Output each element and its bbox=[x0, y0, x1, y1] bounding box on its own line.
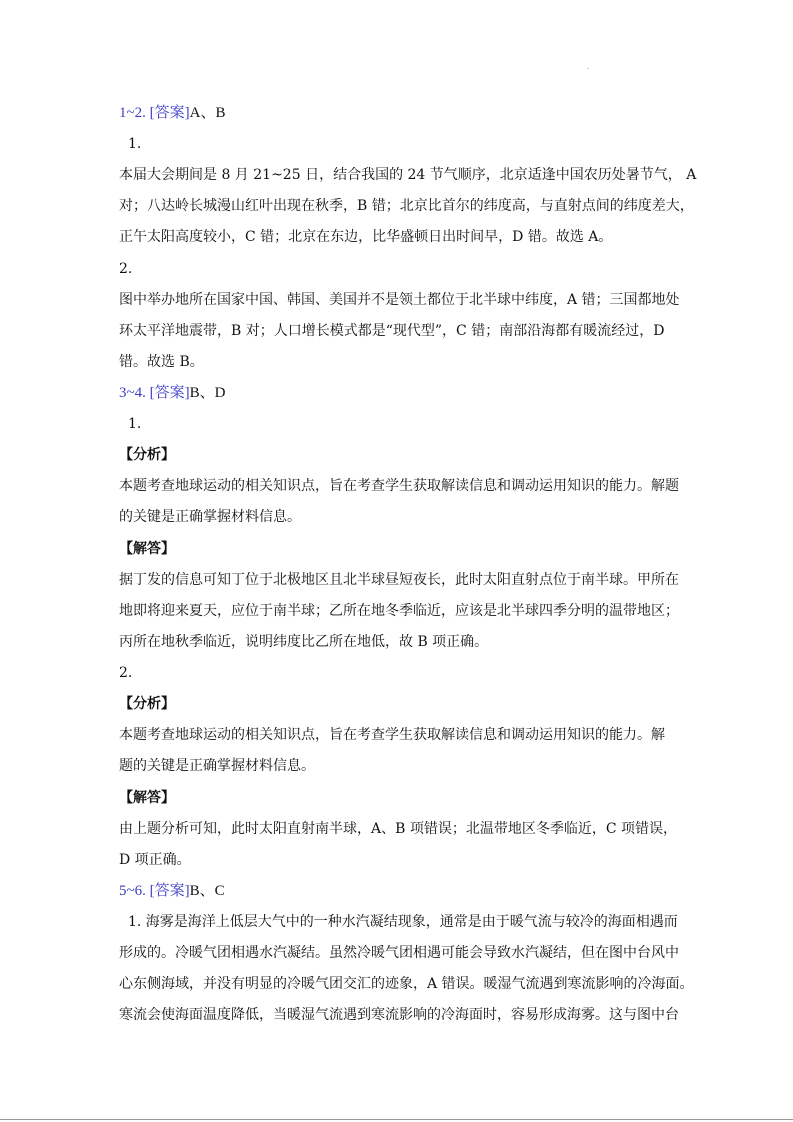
section-heading-analysis: 【分析】 bbox=[119, 447, 175, 463]
text-line: 对；八达岭长城漫山红叶出现在秋季，B 错；北京比首尔的纬度高，与直射点间的纬度差大， bbox=[119, 198, 694, 214]
page-mark: . bbox=[587, 64, 589, 71]
text-line: 题的关键是正确掌握材料信息。 bbox=[119, 758, 315, 774]
text-line: 的关键是正确掌握材料信息。 bbox=[119, 509, 301, 525]
section-heading-solution: 【解答】 bbox=[119, 790, 175, 806]
text-line: 正午太阳高度较小，C 错；北京在东边，比华盛顿日出时间早，D 错。故选 A。 bbox=[119, 229, 613, 245]
sub-question-number: 2. bbox=[119, 665, 133, 681]
text-line: 1. 海雾是海洋上低层大气中的一种水汽凝结现象，通常是由于暖气流与较冷的海面相遇而 bbox=[128, 914, 678, 930]
section-heading-solution: 【解答】 bbox=[119, 541, 175, 557]
text-line: 错。故选 B。 bbox=[119, 354, 204, 370]
text-line: 由上题分析可知，此时太阳直射南半球，A、B 项错误；北温带地区冬季临近，C 项错误， bbox=[119, 821, 678, 837]
text-line: 本届大会期间是 8 月 21~25 日，结合我国的 24 节气顺序，北京适逢中国农历处暑节气， A bbox=[119, 167, 697, 183]
text-line: D 项正确。 bbox=[119, 852, 191, 868]
sub-question-number: 2. bbox=[119, 261, 133, 277]
section-heading-analysis: 【分析】 bbox=[119, 696, 175, 712]
text-line: 寒流会使海面温度降低，当暖湿气流遇到寒流影响的冷海面时，容易形成海雾。这与图中台 bbox=[119, 1007, 679, 1023]
answer-header-5-6: 5~6. [答案]B、C bbox=[119, 883, 225, 899]
text-line: 地即将迎来夏天，应位于南半球；乙所在地冬季临近，应该是北半球四季分明的温带地区； bbox=[119, 603, 679, 619]
text-line: 丙所在地秋季临近，说明纬度比乙所在地低，故 B 项正确。 bbox=[119, 634, 489, 650]
text-line: 心东侧海域，并没有明显的冷暖气团交汇的迹象，A 错误。暖湿气流遇到寒流影响的冷海面。 bbox=[119, 976, 694, 992]
text-line: 形成的。冷暖气团相遇水汽凝结。虽然冷暖气团相遇可能会导致水汽凝结，但在图中台风中 bbox=[119, 945, 679, 961]
text-line: 本题考查地球运动的相关知识点，旨在考查学生获取解读信息和调动运用知识的能力。解 bbox=[119, 727, 665, 743]
text-line: 本题考查地球运动的相关知识点，旨在考查学生获取解读信息和调动运用知识的能力。解题 bbox=[119, 478, 679, 494]
sub-question-number: 1. bbox=[128, 416, 142, 432]
answer-header-1-2: 1~2. [答案]A、B bbox=[119, 105, 226, 121]
text-line: 图中举办地所在国家中国、韩国、美国并不是领土都位于北半球中纬度，A 错；三国都地处 bbox=[119, 292, 680, 308]
sub-question-number: 1. bbox=[128, 136, 142, 152]
answer-header-3-4: 3~4. [答案]B、D bbox=[119, 385, 226, 401]
text-line: 据丁发的信息可知丁位于北极地区且北半球昼短夜长，此时太阳直射点位于南半球。甲所在 bbox=[119, 572, 679, 588]
page-bottom-divider bbox=[0, 1119, 793, 1120]
text-line: 环太平洋地震带，B 对；人口增长模式都是“现代型”，C 错；南部沿海都有暖流经过，D bbox=[119, 323, 665, 339]
